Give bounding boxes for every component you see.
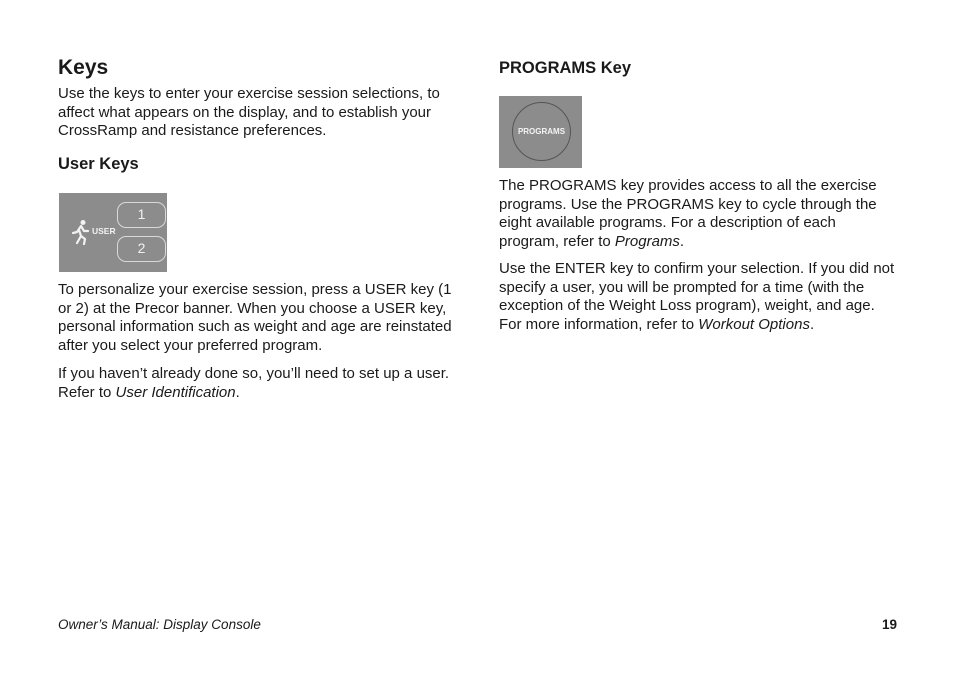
programs-key-image	[499, 96, 582, 168]
programs-text: The PROGRAMS key provides access to all the exercise programs. Use the PROGRAMS key to cycle through the eight available programs. For a description of each program, refer to	[499, 177, 877, 250]
user-label: USER	[92, 226, 116, 236]
enter-key-paragraph	[499, 260, 899, 334]
programs-key-heading: PROGRAMS Key	[499, 59, 632, 77]
setup-user-paragraph	[58, 365, 458, 402]
programs-end: .	[679, 232, 685, 250]
footer-title: Owner’s Manual: Display Console	[58, 617, 261, 632]
user-1-button: 1	[117, 202, 166, 228]
setup-user-text: If you haven’t already done so, you’ll need to set up a user. Refer to	[58, 365, 450, 401]
runner-icon	[70, 219, 90, 245]
user-keys-heading: User Keys	[58, 155, 139, 173]
intro-paragraph: Use the keys to enter your exercise session selections, to affect what appears on the display, and to establish your CrossRamp and resistance preferences.	[58, 85, 440, 139]
user-keys-paragraph: To personalize your exercise session, press a USER key (1 or 2) at the Precor banner. When you choose a USER key, personal information such as weight and age are reinstated after you select your preferred program.	[58, 281, 452, 354]
programs-ref: Programs	[614, 232, 680, 250]
enter-key-end: .	[809, 315, 815, 333]
setup-user-end: .	[235, 383, 240, 401]
programs-paragraph	[499, 177, 899, 251]
workout-options-ref: Workout Options	[698, 315, 810, 333]
programs-button: PROGRAMS	[512, 102, 571, 161]
page-title: Keys	[58, 56, 109, 79]
user-2-button: 2	[117, 236, 166, 262]
enter-key-text: Use the ENTER key to confirm your selection. If you did not specify a user, you will be prompted for a time (with the exception of the Weight Loss program), weight, and age. For more information, refer to	[499, 260, 895, 333]
user-keys-image	[59, 193, 167, 272]
page-number: 19	[881, 617, 897, 632]
user-identification-ref: User Identification	[115, 383, 236, 401]
